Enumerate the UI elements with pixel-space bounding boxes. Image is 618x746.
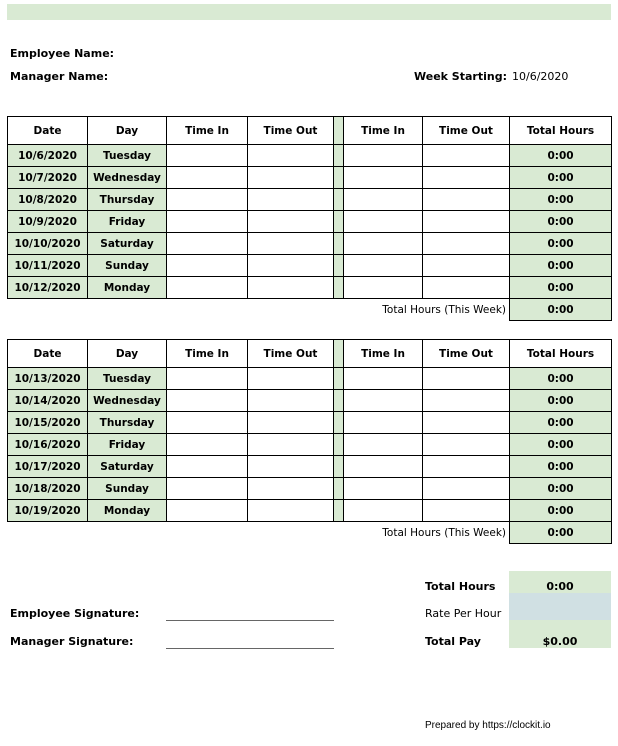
time-out-1-cell[interactable] (248, 255, 334, 277)
table-row (8, 211, 612, 233)
employee-name-field[interactable] (120, 47, 320, 61)
time-in-2-cell[interactable] (344, 456, 423, 478)
time-out-2-cell[interactable] (423, 189, 510, 211)
time-out-1-cell[interactable] (248, 368, 334, 390)
day-cell: Sunday (88, 255, 167, 277)
column-separator (334, 255, 344, 277)
time-out-2-cell[interactable] (423, 255, 510, 277)
employee-name-label: Employee Name: (10, 47, 115, 60)
time-in-1-cell[interactable] (167, 211, 248, 233)
total-hours-cell: 0:00 (510, 368, 612, 390)
time-out-2-cell[interactable] (423, 412, 510, 434)
time-out-2-cell[interactable] (423, 390, 510, 412)
table-row (8, 255, 612, 277)
table-row (8, 456, 612, 478)
total-hours-cell: 0:00 (510, 478, 612, 500)
table-header-row (8, 117, 612, 145)
employee-signature-label: Employee Signature: (10, 607, 140, 620)
column-separator (334, 456, 344, 478)
date-cell: 10/7/2020 (8, 167, 88, 189)
table-row (8, 189, 612, 211)
rate-per-hour-field[interactable] (509, 593, 611, 620)
week2-timesheet-table (7, 339, 612, 544)
time-in-1-cell[interactable] (167, 412, 248, 434)
column-separator (334, 117, 344, 145)
total-hours-cell: 0:00 (510, 390, 612, 412)
week-total-row (8, 522, 612, 544)
date-cell: 10/16/2020 (8, 434, 88, 456)
time-in-1-cell[interactable] (167, 478, 248, 500)
time-out-1-cell[interactable] (248, 211, 334, 233)
col-header-time-in-1: Time In (167, 117, 248, 145)
col-header-time-out-2: Time Out (423, 340, 510, 368)
time-out-2-cell[interactable] (423, 211, 510, 233)
time-in-2-cell[interactable] (344, 189, 423, 211)
date-cell: 10/10/2020 (8, 233, 88, 255)
column-separator (334, 478, 344, 500)
employee-signature-line[interactable] (166, 620, 334, 621)
time-in-2-cell[interactable] (344, 434, 423, 456)
day-cell: Sunday (88, 478, 167, 500)
date-cell: 10/8/2020 (8, 189, 88, 211)
column-separator (334, 233, 344, 255)
week-starting-label: Week Starting: (414, 70, 507, 83)
time-in-2-cell[interactable] (344, 255, 423, 277)
time-in-2-cell[interactable] (344, 478, 423, 500)
total-hours-cell: 0:00 (510, 500, 612, 522)
table-row (8, 277, 612, 299)
table-row (8, 500, 612, 522)
total-hours-cell: 0:00 (510, 277, 612, 299)
title-bar (7, 4, 611, 20)
week-total-label: Total Hours (This Week) (382, 303, 506, 316)
total-hours-cell: 0:00 (510, 434, 612, 456)
day-cell: Saturday (88, 233, 167, 255)
time-out-2-cell[interactable] (423, 277, 510, 299)
time-out-1-cell[interactable] (248, 145, 334, 167)
time-out-1-cell[interactable] (248, 167, 334, 189)
day-cell: Wednesday (88, 390, 167, 412)
total-hours-summary-value: 0:00 (546, 580, 574, 593)
col-header-day: Day (88, 340, 167, 368)
date-cell: 10/6/2020 (8, 145, 88, 167)
day-cell: Wednesday (88, 167, 167, 189)
time-in-2-cell[interactable] (344, 277, 423, 299)
week-total-row (8, 299, 612, 321)
day-cell: Tuesday (88, 368, 167, 390)
table-row (8, 233, 612, 255)
week-total-label: Total Hours (This Week) (382, 526, 506, 539)
day-cell: Saturday (88, 456, 167, 478)
date-cell: 10/19/2020 (8, 500, 88, 522)
col-header-date: Date (8, 340, 88, 368)
col-header-time-in-2: Time In (344, 340, 423, 368)
table-row (8, 145, 612, 167)
time-out-2-cell[interactable] (423, 167, 510, 189)
column-separator (334, 500, 344, 522)
week-total-value: 0:00 (510, 299, 612, 321)
day-cell: Tuesday (88, 145, 167, 167)
total-hours-summary-label: Total Hours (425, 580, 496, 593)
manager-signature-line[interactable] (166, 648, 334, 649)
week-starting-value[interactable]: 10/6/2020 (512, 70, 569, 83)
total-hours-cell: 0:00 (510, 233, 612, 255)
column-separator (334, 167, 344, 189)
total-hours-cell: 0:00 (510, 211, 612, 233)
table-row (8, 478, 612, 500)
time-out-2-cell[interactable] (423, 145, 510, 167)
time-in-2-cell[interactable] (344, 145, 423, 167)
time-in-1-cell[interactable] (167, 233, 248, 255)
week-total-value: 0:00 (510, 522, 612, 544)
col-header-day: Day (88, 117, 167, 145)
column-separator (334, 434, 344, 456)
date-cell: 10/15/2020 (8, 412, 88, 434)
col-header-time-in-2: Time In (344, 117, 423, 145)
time-in-1-cell[interactable] (167, 189, 248, 211)
date-cell: 10/12/2020 (8, 277, 88, 299)
col-header-time-in-1: Time In (167, 340, 248, 368)
column-separator (334, 390, 344, 412)
col-header-total-hours: Total Hours (510, 340, 612, 368)
time-in-1-cell[interactable] (167, 500, 248, 522)
col-header-time-out-1: Time Out (248, 117, 334, 145)
time-out-2-cell[interactable] (423, 478, 510, 500)
total-pay-label: Total Pay (425, 635, 481, 648)
time-in-2-cell[interactable] (344, 167, 423, 189)
time-in-1-cell[interactable] (167, 167, 248, 189)
time-in-1-cell[interactable] (167, 456, 248, 478)
week1-timesheet-table (7, 116, 612, 321)
day-cell: Friday (88, 211, 167, 233)
date-cell: 10/11/2020 (8, 255, 88, 277)
time-in-1-cell[interactable] (167, 390, 248, 412)
time-out-2-cell[interactable] (423, 233, 510, 255)
day-cell: Monday (88, 500, 167, 522)
column-separator (334, 340, 344, 368)
time-out-1-cell[interactable] (248, 500, 334, 522)
time-in-1-cell[interactable] (167, 145, 248, 167)
total-hours-cell: 0:00 (510, 412, 612, 434)
time-in-1-cell[interactable] (167, 255, 248, 277)
column-separator (334, 368, 344, 390)
time-out-1-cell[interactable] (248, 189, 334, 211)
day-cell: Friday (88, 434, 167, 456)
time-out-1-cell[interactable] (248, 478, 334, 500)
time-out-2-cell[interactable] (423, 434, 510, 456)
date-cell: 10/14/2020 (8, 390, 88, 412)
time-out-1-cell[interactable] (248, 456, 334, 478)
time-in-2-cell[interactable] (344, 368, 423, 390)
column-separator (334, 412, 344, 434)
table-row (8, 167, 612, 189)
total-hours-cell: 0:00 (510, 456, 612, 478)
time-out-2-cell[interactable] (423, 368, 510, 390)
table-row (8, 412, 612, 434)
day-cell: Thursday (88, 189, 167, 211)
manager-name-label: Manager Name: (10, 70, 109, 83)
col-header-date: Date (8, 117, 88, 145)
column-separator (334, 211, 344, 233)
total-hours-cell: 0:00 (510, 145, 612, 167)
time-out-2-cell[interactable] (423, 500, 510, 522)
column-separator (334, 189, 344, 211)
total-hours-cell: 0:00 (510, 255, 612, 277)
time-in-2-cell[interactable] (344, 412, 423, 434)
date-cell: 10/18/2020 (8, 478, 88, 500)
rate-per-hour-label: Rate Per Hour (425, 607, 502, 620)
day-cell: Monday (88, 277, 167, 299)
col-header-time-out-2: Time Out (423, 117, 510, 145)
manager-signature-label: Manager Signature: (10, 635, 134, 648)
manager-name-field[interactable] (120, 70, 320, 84)
time-in-1-cell[interactable] (167, 277, 248, 299)
time-out-1-cell[interactable] (248, 434, 334, 456)
time-in-2-cell[interactable] (344, 500, 423, 522)
date-cell: 10/9/2020 (8, 211, 88, 233)
time-in-2-cell[interactable] (344, 390, 423, 412)
time-in-1-cell[interactable] (167, 368, 248, 390)
table-row (8, 368, 612, 390)
total-hours-cell: 0:00 (510, 189, 612, 211)
table-row (8, 390, 612, 412)
date-cell: 10/17/2020 (8, 456, 88, 478)
time-in-1-cell[interactable] (167, 434, 248, 456)
table-row (8, 434, 612, 456)
total-hours-cell: 0:00 (510, 167, 612, 189)
time-in-2-cell[interactable] (344, 233, 423, 255)
time-in-2-cell[interactable] (344, 211, 423, 233)
time-out-2-cell[interactable] (423, 456, 510, 478)
column-separator (334, 145, 344, 167)
table-header-row (8, 340, 612, 368)
day-cell: Thursday (88, 412, 167, 434)
time-out-1-cell[interactable] (248, 277, 334, 299)
time-out-1-cell[interactable] (248, 412, 334, 434)
time-out-1-cell[interactable] (248, 390, 334, 412)
time-out-1-cell[interactable] (248, 233, 334, 255)
column-separator (334, 277, 344, 299)
total-pay-value: $0.00 (542, 635, 578, 648)
prepared-by-footer: Prepared by https://clockit.io (425, 720, 551, 731)
col-header-time-out-1: Time Out (248, 340, 334, 368)
col-header-total-hours: Total Hours (510, 117, 612, 145)
date-cell: 10/13/2020 (8, 368, 88, 390)
